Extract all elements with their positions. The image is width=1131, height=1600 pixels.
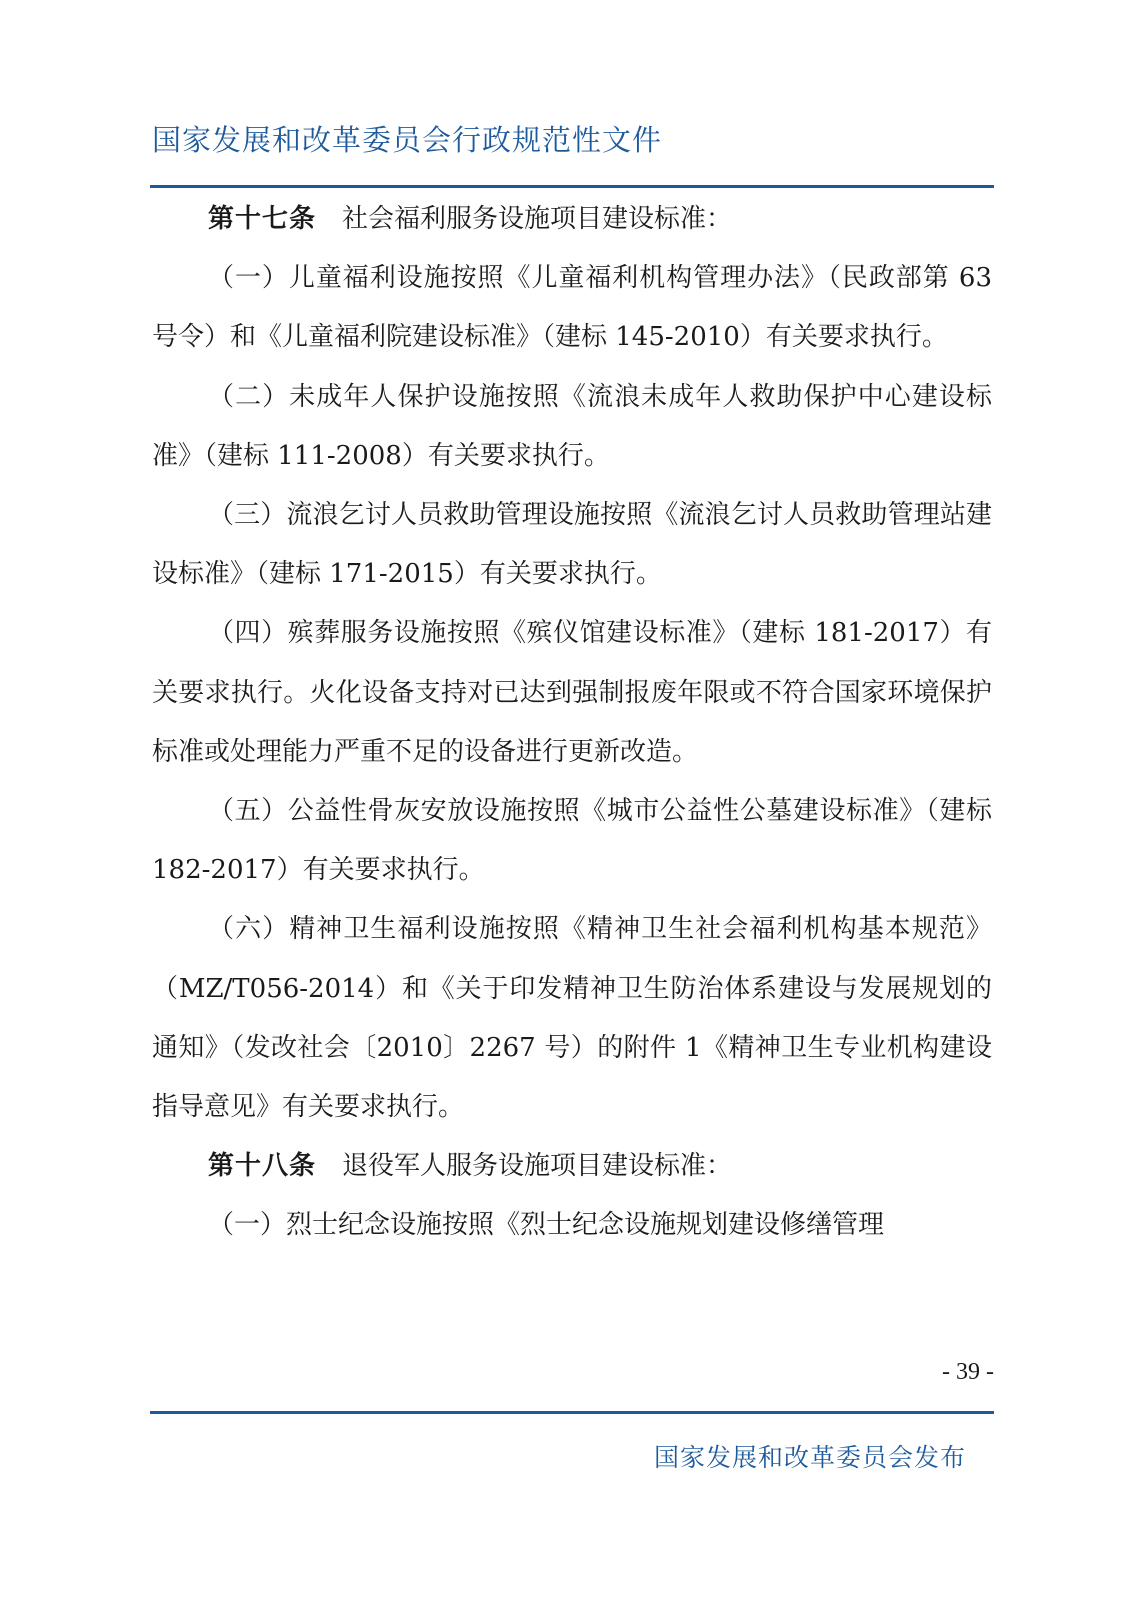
article-17-item-2: （二）未成年人保护设施按照《流浪未成年人救助保护中心建设标准》（建标 111-2008）有关要求执行。 [152, 381, 992, 471]
footer-divider [150, 1411, 994, 1414]
article-17-item-1: （一）儿童福利设施按照《儿童福利机构管理办法》（民政部第 63 号令）和《儿童福利院建设标准》（建标 145-2010）有关要求执行。 [152, 263, 992, 353]
article-17-item-3: （三）流浪乞讨人员救助管理设施按照《流浪乞讨人员救助管理站建设标准》（建标 171-2015）有关要求执行。 [152, 500, 992, 590]
article-18-heading [152, 1137, 992, 1196]
footer-publisher: 国家发展和改革委员会发布 [653, 1443, 966, 1472]
page-number: - 39 - [942, 1359, 994, 1385]
article-18-label: 第十八条 [208, 1151, 317, 1182]
header-title: 国家发展和改革委员会行政规范性文件 [152, 123, 663, 157]
article-18-title: 退役军人服务设施项目建设标准： [342, 1151, 733, 1182]
document-body [152, 190, 992, 1256]
article-17-heading [152, 190, 992, 249]
article-17-label: 第十七条 [208, 204, 317, 234]
article-17-title: 社会福利服务设施项目建设标准： [342, 204, 733, 234]
article-17-item-6: （六）精神卫生福利设施按照《精神卫生社会福利机构基本规范》（MZ/T056-2014）和《关于印发精神卫生防治体系建设与发展规划的通知》（发改社会〔2010〕2267 号）的附件 1《精神卫生专业机构建设指导意见》有关要求执行。 [152, 914, 992, 1123]
article-17-item-4: （四）殡葬服务设施按照《殡仪馆建设标准》（建标 181-2017）有关要求执行。火化设备支持对已达到强制报废年限或不符合国家环境保护标准或处理能力严重不足的设备进行更新改造。 [152, 618, 992, 767]
article-18-item-1: （一）烈士纪念设施按照《烈士纪念设施规划建设修缮管理 [208, 1210, 885, 1241]
article-17-item-5: （五）公益性骨灰安放设施按照《城市公益性公墓建设标准》（建标 182-2017）有关要求执行。 [152, 796, 992, 886]
header-divider [150, 185, 994, 188]
